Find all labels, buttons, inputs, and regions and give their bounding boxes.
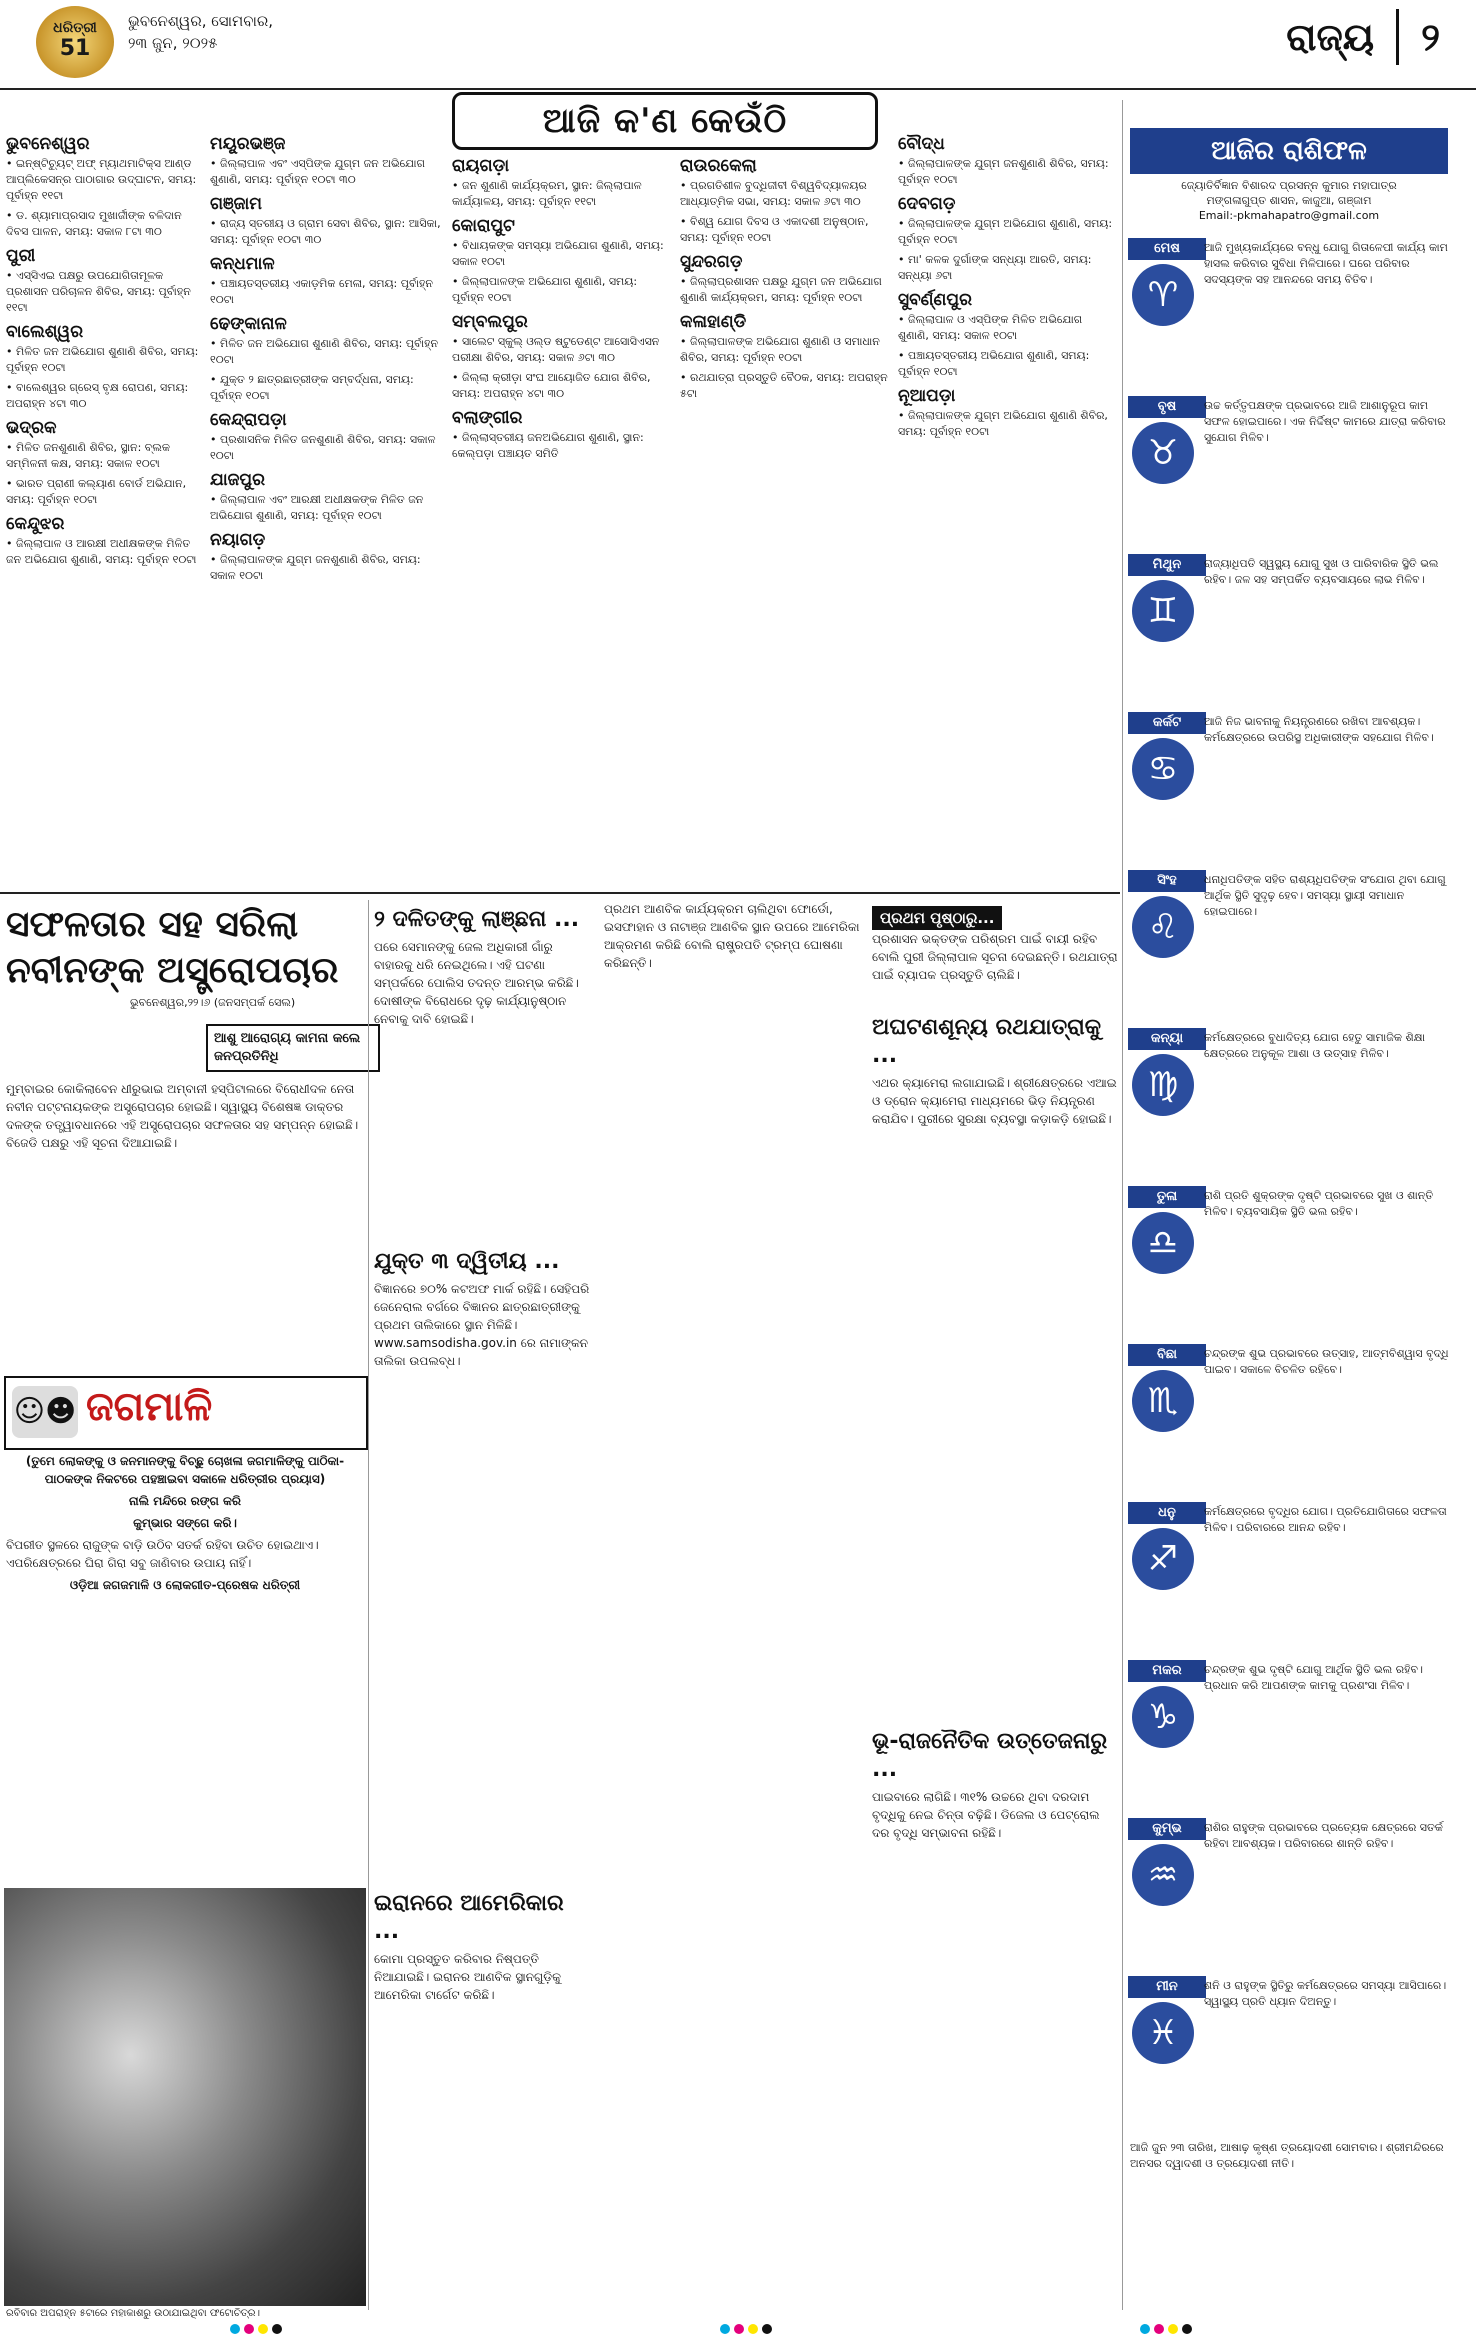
rashifal-title: ଆଜିର ରାଶିଫଳ: [1130, 128, 1448, 174]
zodiac-forecast: ରାଶି ପ୍ରତି ଶୁକ୍ରଙ୍କ ଦୃଷ୍ଟି ପ୍ରଭାବରେ ସୁଖ ଓ ଶାନ୍ତି ମିଳିବ। ବ୍ୟବସାୟିକ ସ୍ଥିତି ଭଲ ରହିବ।: [1204, 1189, 1434, 1218]
event-item: • ମିଳିତ ଜନଶୁଣାଣି ଶିବିର, ସ୍ଥାନ: ବ୍ଲକ ସମ୍ମିଳନୀ କକ୍ଷ, ସମୟ: ସକାଳ ୧୦ଟା: [6, 441, 171, 470]
lead-headline: ସଫଳତାର ସହ ସରିଲା ନବୀନଙ୍କ ଅସ୍ତ୍ରୋପଚାର: [6, 904, 339, 991]
newspaper-logo: [36, 6, 114, 78]
events-column-5: [898, 128, 1116, 888]
story-column-b: [604, 900, 864, 2310]
astrologer-name: ଜ୍ୟୋତିର୍ବିଜ୍ଞାନ ବିଶାରଦ ପ୍ରସନ୍ନ କୁମାର ମହାପାତ୍ର: [1181, 179, 1397, 192]
zodiac-name: ମୀନ: [1128, 1976, 1206, 1998]
event-item: • ଜିଲ୍ଲା କ୍ରୀଡ଼ା ସଂଘ ଆୟୋଜିତ ଯୋଗ ଶିବିର, ସମୟ: ଅପରାହ୍ନ ୪ଟା ୩୦: [452, 371, 651, 400]
district-heading: ଢେଙ୍କାନାଳ: [210, 314, 287, 334]
zodiac-name: ବୃଷ: [1128, 396, 1206, 418]
registration-dot-icon: [272, 2324, 282, 2334]
almanac-note: ଆଜି ଜୁନ ୨୩ ତାରିଖ, ଆଷାଢ଼ କୃଷ୍ଣ ତ୍ରୟୋଦଶୀ ସୋମବାର। ଶ୍ରୀମନ୍ଦିରରେ ଅନସର ଦ୍ୱାଦଶୀ ଓ ତ୍ରୟୋଦଶୀ ନୀତି।: [1130, 2141, 1444, 2170]
zodiac-entry: [1128, 1660, 1450, 1810]
event-item: • ବିଶ୍ୱ ଯୋଗ ଦିବସ ଓ ଏକାଦଶୀ ଅନୁଷ୍ଠାନ, ସମୟ: ପୂର୍ବାହ୍ନ ୧୦ଟା: [680, 215, 869, 244]
district-heading: ବଲାଙ୍ଗୀର: [452, 408, 523, 428]
event-item: • ଜିଲ୍ଲାପାଳଙ୍କ ଯୁଗ୍ମ ଜନଶୁଣାଣି ଶିବିର, ସମୟ: ପୂର୍ବାହ୍ନ ୧୦ଟା: [898, 157, 1109, 186]
jagamali-line2: କୁମ୍ଭାର ସଙ୍ଗେ କରି।: [133, 1516, 237, 1530]
events-column-2: [210, 128, 446, 828]
event-item: • ରଥଯାତ୍ରା ପ୍ରସ୍ତୁତି ବୈଠକ, ସମୟ: ଅପରାହ୍ନ ୫ଟା: [680, 371, 888, 400]
zodiac-entry: [1128, 1028, 1450, 1178]
district-heading: ମୟୂରଭଞ୍ଜ: [210, 134, 286, 154]
registration-dot-icon: [1154, 2324, 1164, 2334]
story-geopolitics-body: ପାଇବାରେ ଲାଗିଛି। ୩୧% ଉଚ୍ଚରେ ଥିବା ଦରଦାମ ବୃଦ୍ଧିକୁ ନେଇ ଚିନ୍ତା ବଢ଼ିଛି। ଡିଜେଲ ଓ ପେଟ୍ରୋଲ ଦର ବୃଦ୍ଧି ସମ୍ଭାବନା ରହିଛି।: [872, 1790, 1100, 1840]
district-heading: ନୂଆପଡ଼ା: [898, 386, 956, 406]
registration-dot-icon: [1140, 2324, 1150, 2334]
district-heading: କଳାହାଣ୍ଡି: [680, 312, 747, 332]
zodiac-forecast: ଉଚ୍ଚ କର୍ତ୍ତୃପକ୍ଷଙ୍କ ପ୍ରଭାବରେ ଆଜି ଆଶାନୁରୂପ କାମ ସଫଳ ହୋଇପାରେ। ଏକ ନିର୍ଦ୍ଦିଷ୍ଟ କାମରେ ଯାତ୍ରା କରିବାର ସୁଯୋଗ ମିଳିବ।: [1204, 399, 1446, 444]
event-item: • ଭାରତ ପ୍ରାଣୀ କଲ୍ୟାଣ ବୋର୍ଡ ଅଭିଯାନ, ସମୟ: ପୂର୍ବାହ୍ନ ୧୦ଟା: [6, 477, 187, 506]
print-registration-marks: [0, 2320, 1476, 2339]
column-rule: [1122, 100, 1123, 2310]
zodiac-symbol-icon: ♒: [1132, 1844, 1194, 1906]
zodiac-symbol-icon: ♎: [1132, 1212, 1194, 1274]
registration-dot-icon: [258, 2324, 268, 2334]
story-rathayatra-body: ଏଥର କ୍ୟାମେରା ଲଗାଯାଇଛି। ଶ୍ରୀକ୍ଷେତ୍ରରେ ଏଆଇ ଓ ଡ୍ରୋନ କ୍ୟାମେରା ମାଧ୍ୟମରେ ଭିଡ଼ ନିୟନ୍ତ୍ରଣ କରାଯିବ। ପୁରୀରେ ସୁରକ୍ଷା ବ୍ୟବସ୍ଥା କଡ଼ାକଡ଼ି ହୋଇଛି।: [872, 1076, 1117, 1126]
zodiac-forecast: ଚନ୍ଦ୍ରଙ୍କ ଶୁଭ ପ୍ରଭାବରେ ଉତ୍ସାହ, ଆତ୍ମବିଶ୍ୱାସ ବୃଦ୍ଧି ପାଇବ। ସକାଳେ ବିଚଳିତ ରହିବେ।: [1204, 1347, 1449, 1376]
district-heading: କନ୍ଧମାଳ: [210, 254, 275, 274]
event-item: • ଜିଲ୍ଲାପାଳ ଏବଂ ଏସ୍‌ପିଙ୍କ ଯୁଗ୍ମ ଜନ ଅଭିଯୋଗ ଶୁଣାଣି, ସମୟ: ପୂର୍ବାହ୍ନ ୧୦ଟା ୩୦: [210, 157, 425, 186]
district-heading: ରାୟଗଡ଼ା: [452, 156, 510, 176]
event-item: • ମିଳିତ ଜନ ଅଭିଯୋଗ ଶୁଣାଣି ଶିବିର, ସମୟ: ପୂର୍ବାହ୍ନ ୧୦ଟା: [6, 345, 199, 374]
zodiac-forecast: ଧନାଧିପତିଙ୍କ ସହିତ ରାଶ୍ୟଧିପତିଙ୍କ ସଂଯୋଗ ଥିବା ଯୋଗୁ ଆର୍ଥିକ ସ୍ଥିତି ସୁଦୃଢ଼ ହେବ। ସମସ୍ୟା ସ୍ଥାୟୀ ସମାଧାନ ହୋଇପାରେ।: [1204, 873, 1446, 918]
story-rathayatra-title: ଅଘଟଣଶୂନ୍ୟ ରଥଯାତ୍ରାକୁ ...: [872, 1015, 1101, 1068]
registration-dot-icon: [244, 2324, 254, 2334]
zodiac-forecast: ଆଜି ନିଜ ଭାବନାକୁ ନିୟନ୍ତ୍ରଣରେ ରଖିବା ଆବଶ୍ୟକ। କର୍ମକ୍ଷେତ୍ରରେ ଉପରିସ୍ଥ ଅଧିକାରୀଙ୍କ ସହଯୋଗ ମିଳିବ।: [1204, 715, 1434, 744]
satellite-caption: ରବିବାର ଅପରାହ୍ନ ୫ଟାରେ ମହାକାଶରୁ ଉଠାଯାଇଥିବା ଫଟୋଚିତ୍ର।: [6, 2308, 261, 2319]
logo-years: 51: [59, 36, 91, 61]
event-item: • ଜିଲ୍ଲାପାଳଙ୍କ ଯୁଗ୍ମ ଅଭିଯୋଗ ଶୁଣାଣି, ସମୟ: ପୂର୍ବାହ୍ନ ୧୦ଟା: [898, 217, 1113, 246]
registration-dot-icon: [720, 2324, 730, 2334]
zodiac-symbol-icon: ♏: [1132, 1370, 1194, 1432]
astrologer-email: Email:-pkmahapatro@gmail.com: [1198, 209, 1380, 222]
district-heading: ସୁନ୍ଦରଗଡ଼: [680, 252, 743, 272]
events-column-1: [6, 128, 202, 828]
logo-brand: ଧରିତ୍ରୀ: [53, 20, 97, 36]
front-page-label: ପ୍ରଥମ ପୃଷ୍ଠାରୁ...: [872, 906, 1002, 930]
registration-dot-icon: [230, 2324, 240, 2334]
zodiac-name: ସିଂହ: [1128, 870, 1206, 892]
event-item: • ଜିଲ୍ଲାପ୍ରଶାସନ ପକ୍ଷରୁ ଯୁଗ୍ମ ଜନ ଅଭିଯୋଗ ଶୁଣାଣି କାର୍ଯ୍ୟକ୍ରମ, ସମୟ: ପୂର୍ବାହ୍ନ ୧୦ଟା: [680, 275, 882, 304]
district-heading: ଗଞ୍ଜାମ: [210, 194, 263, 214]
zodiac-entry: [1128, 1502, 1450, 1652]
jagamali-intro: (ତୁମେ ଲୋକଙ୍କୁ ଓ ଜନମାନଙ୍କୁ ବିଚ୍ଛୁ ଚୋଖଳା ଜଗମାଳିଙ୍କୁ ପାଠିକା-ପାଠକଙ୍କ ନିକଟରେ ପହଞ୍ଚାଇବା ସକାଳେ ଧରିତ୍ରୀର ପ୍ରୟାସ): [25, 1454, 345, 1486]
section-rule: [0, 892, 1120, 894]
zodiac-entry: [1128, 712, 1450, 862]
district-heading: ରାଉରକେଲା: [680, 156, 757, 176]
district-heading: କେନ୍ଦୁଝର: [6, 514, 65, 534]
zodiac-symbol-icon: ♋: [1132, 738, 1194, 800]
zodiac-forecast: ଶନି ଓ ରାହୁଙ୍କ ସ୍ଥିତିରୁ କର୍ମକ୍ଷେତ୍ରରେ ସମସ୍ୟା ଆସିପାରେ। ସ୍ୱାସ୍ଥ୍ୟ ପ୍ରତି ଧ୍ୟାନ ଦିଅନ୍ତୁ।: [1204, 1979, 1447, 2008]
dateline-place: ଭୁବନେଶ୍ୱର, ସୋମବାର,: [128, 12, 274, 30]
event-item: • ଜିଲ୍ଲାସ୍ତରୀୟ ଜନଅଭିଯୋଗ ଶୁଣାଣି, ସ୍ଥାନ: କେଲ୍‌ପଡ଼ା ପଞ୍ଚାୟତ ସମିତି: [452, 431, 644, 460]
event-item: • ଜିଲ୍ଲାପାଳଙ୍କ ଯୁଗ୍ମ ଅଭିଯୋଗ ଶୁଣାଣି ଶିବିର, ସମୟ: ପୂର୍ବାହ୍ନ ୧୦ଟା: [898, 409, 1108, 438]
district-heading: ବାଲେଶ୍ୱର: [6, 322, 84, 342]
story-iran-body: କୋମା ପ୍ରସ୍ତୁତ କରିବାର ନିଷ୍ପତ୍ତି ନିଆଯାଇଛି। ଇରାନର ଆଣବିକ ସ୍ଥାନଗୁଡ଼ିକୁ ଆମେରିକା ଟାର୍ଗେଟ କରିଛି।: [374, 1952, 562, 2002]
zodiac-symbol-icon: ♌: [1132, 896, 1194, 958]
district-heading: କୋରାପୁଟ: [452, 216, 515, 236]
district-heading: ବୌଦ୍ଧ: [898, 134, 945, 154]
cartoon-faces-icon: ☺☻: [12, 1386, 78, 1438]
masthead: [0, 0, 1476, 90]
jagamali-line1: ନାଲି ମନ୍ଦିରେ ରଙ୍ଗ କରି: [129, 1494, 241, 1508]
event-item: • ରାଜ୍ୟ ସ୍ତରୀୟ ଓ ଗ୍ରାମ ସେବା ଶିବିର, ସ୍ଥାନ: ଆସିକା, ସମୟ: ପୂର୍ବାହ୍ନ ୧୦ଟା ୩୦: [210, 217, 441, 246]
event-item: • ମିଳିତ ଜନ ଅଭିଯୋଗ ଶୁଣାଣି ଶିବିର, ସମୟ: ପୂର୍ବାହ୍ନ ୧୦ଟା: [210, 337, 439, 366]
zodiac-forecast: ରାଜ୍ୟାଧିପତି ସ୍ୱସ୍ଥ୍ୟ ଯୋଗୁ ସୁଖ ଓ ପାରିବାରିକ ସ୍ଥିତି ଭଲ ରହିବ। ଜଳ ସହ ସମ୍ପର୍କିତ ବ୍ୟବସାୟରେ ଲାଭ ମିଳିବ।: [1204, 557, 1439, 586]
event-item: • ଜିଲ୍ଲାପାଳଙ୍କ ଅଭିଯୋଗ ଶୁଣାଣି ଓ ସମାଧାନ ଶିବିର, ସମୟ: ପୂର୍ବାହ୍ନ ୧୦ଟା: [680, 335, 880, 364]
zodiac-symbol-icon: ♓: [1132, 2002, 1194, 2064]
story-geopolitics-title: ଭୂ-ରାଜନୈତିକ ଉତ୍ତେଜନାରୁ ...: [872, 1729, 1108, 1782]
dateline-date: ୨୩ ଜୁନ, ୨୦୨୫: [128, 34, 218, 52]
column-rule: [368, 900, 369, 2310]
dateline: [128, 10, 273, 54]
district-heading: ନୟାଗଡ଼: [210, 530, 266, 550]
zodiac-forecast: ରାଶିର ରାହୁଙ୍କ ପ୍ରଭାବରେ ପ୍ରତ୍ୟେକ କ୍ଷେତ୍ରରେ ସତର୍କ ରହିବା ଆବଶ୍ୟକ। ପରିବାରରେ ଶାନ୍ତି ରହିବ।: [1204, 1821, 1443, 1850]
section-divider: [1396, 9, 1399, 65]
story-dalit-title: ୨ ଦଳିତଙ୍କୁ ଲାଞ୍ଛନା ...: [374, 907, 580, 932]
jagamali-header: [4, 1376, 368, 1450]
zodiac-symbol-icon: ♑: [1132, 1686, 1194, 1748]
zodiac-forecast: ଆଜି ମୁଖ୍ୟକାର୍ଯ୍ୟରେ ବନ୍ଧୁ ଯୋଗୁ ଗିତାଳେପୀ କାର୍ଯ୍ୟ କାମ ହାସଲ କରିବାର ସୁବିଧା ମିଳିପାରେ। ଘରେ ପରିବାର ସଦସ୍ୟଙ୍କ ସହ ଆନନ୍ଦରେ ସମୟ ବିତିବ।: [1204, 241, 1448, 286]
zodiac-forecast: ଚନ୍ଦ୍ରଙ୍କ ଶୁଭ ଦୃଷ୍ଟି ଯୋଗୁ ଆର୍ଥିକ ସ୍ଥିତି ଭଲ ରହିବ। ପ୍ରଧାନ କରି ଆପଣଙ୍କ କାମକୁ ପ୍ରଶଂସା ମିଳିବ।: [1204, 1663, 1423, 1692]
event-item: • ବାଲେଶ୍ୱର ଗ୍ରେସ୍ ବୃକ୍ଷ ରୋପଣ, ସମୟ: ଅପରାହ୍ନ ୪ଟା ୩୦: [6, 381, 189, 410]
district-heading: ଭୁବନେଶ୍ୱର: [6, 134, 90, 154]
district-heading: ଦେବଗଡ଼: [898, 194, 956, 214]
events-banner: ଆଜି କ'ଣ କେଉଁଠି: [452, 92, 878, 150]
event-item: • ଡ. ଶ୍ୟାମାପ୍ରସାଦ ମୁଖାର୍ଜୀଙ୍କ ବଳିଦାନ ଦିବସ ପାଳନ, ସମୟ: ସକାଳ ୮ଟା ୩୦: [6, 209, 182, 238]
zodiac-name: ମେଷ: [1128, 238, 1206, 260]
district-heading: ସୁବର୍ଣ୍ଣପୁର: [898, 290, 972, 310]
registration-dot-icon: [734, 2324, 744, 2334]
astrologer-address: ମଙ୍ଗଳାଗୁପ୍ତ ଶାସନ, କାଜୁଆ, ଗଞ୍ଜାମ: [1206, 194, 1372, 207]
section-name: ରାଜ୍ୟ: [1286, 14, 1375, 59]
events-column-4: [680, 150, 892, 878]
event-item: • ମା' କଳକ ଦୁର୍ଗାଙ୍କ ସନ୍ଧ୍ୟା ଆରତି, ସମୟ: ସନ୍ଧ୍ୟା ୬ଟା: [898, 253, 1092, 282]
zodiac-entry: [1128, 238, 1450, 388]
story-iran-title: ଇରାନରେ ଆମେରିକାର ...: [374, 1891, 564, 1944]
story-column-a: [374, 900, 594, 2310]
jagamali-title: ଜଗମାଳି: [86, 1384, 213, 1430]
story-column-c: [872, 906, 1118, 2310]
jagamali-content: [6, 1452, 364, 1872]
zodiac-symbol-icon: ♊: [1132, 580, 1194, 642]
zodiac-name: ମିଥୁନ: [1128, 554, 1206, 576]
satellite-weather-image: [4, 1888, 366, 2306]
district-heading: କେନ୍ଦ୍ରାପଡ଼ା: [210, 410, 287, 430]
event-item: • ଜିଲ୍ଲାପାଳଙ୍କ ଅଭିଯୋଗ ଶୁଣାଣି, ସମୟ: ପୂର୍ବାହ୍ନ ୧୦ଟା: [452, 275, 638, 304]
event-item: • ପ୍ରଗତିଶୀଳ ବୁଦ୍ଧିଜୀବୀ ବିଶ୍ୱବିଦ୍ୟାଳୟର ଆଧ୍ୟାତ୍ମିକ ସଭା, ସମୟ: ସକାଳ ୬ଟା ୩୦: [680, 179, 867, 208]
district-heading: ସମ୍ବଲପୁର: [452, 312, 528, 332]
event-item: • ଜିଲ୍ଲାପାଳ ଓ ଏସ୍‌ପିଙ୍କ ମିଳିତ ଅଭିଯୋଗ ଶୁଣାଣି, ସମୟ: ସକାଳ ୧୦ଟା: [898, 313, 1083, 342]
event-item: • ପଞ୍ଚାୟତସ୍ତରୀୟ ଅଭିଯୋଗ ଶୁଣାଣି, ସମୟ: ପୂର୍ବାହ୍ନ ୧୦ଟା: [898, 349, 1090, 378]
event-item: • ଜିଲ୍ଲାପାଳ ଓ ଆରକ୍ଷୀ ଅଧୀକ୍ଷକଙ୍କ ମିଳିତ ଜନ ଅଭିଯୋଗ ଶୁଣାଣି, ସମୟ: ପୂର୍ବାହ୍ନ ୧୦ଟା: [6, 537, 197, 566]
jagamali-credit: ଓଡ଼ିଆ ଜଗଜମାଳି ଓ ଲୋକଗୀତ-ପ୍ରେଷକ ଧରିତ୍ରୀ: [69, 1578, 301, 1592]
lead-sidebar: ଆଶୁ ଆରୋଗ୍ୟ କାମନା କଲେ ଜନପ୍ରତିନିଧି: [206, 1024, 380, 1072]
event-item: • ଜନ ଶୁଣାଣି କାର୍ଯ୍ୟକ୍ରମ, ସ୍ଥାନ: ଜିଲ୍ଲାପାଳ କାର୍ଯ୍ୟାଳୟ, ସମୟ: ପୂର୍ବାହ୍ନ ୧୧ଟା: [452, 179, 642, 208]
district-heading: ପୁରୀ: [6, 246, 36, 266]
event-item: • ବିଧାୟକଙ୍କ ସମସ୍ୟା ଅଭିଯୋଗ ଶୁଣାଣି, ସମୟ: ସକାଳ ୧୦ଟା: [452, 239, 664, 268]
zodiac-name: ଧନୁ: [1128, 1502, 1206, 1524]
zodiac-symbol-icon: ♍: [1132, 1054, 1194, 1116]
district-heading: ଯାଜପୁର: [210, 470, 265, 490]
page-number: ୨: [1421, 14, 1440, 59]
event-item: • ଜିଲ୍ଲାପାଳ ଏବଂ ଆରକ୍ଷୀ ଅଧୀକ୍ଷକଙ୍କ ମିଳିତ ଜନ ଅଭିଯୋଗ ଶୁଣାଣି, ସମୟ: ପୂର୍ବାହ୍ନ ୧୦ଟା: [210, 493, 424, 522]
event-item: • ଏସ୍‌ସିଏଇ ପକ୍ଷରୁ ଉପଯୋଗିତାମୂଳକ ପ୍ରଶାସନ ପରିଚାଳନ ଶିବିର, ସମୟ: ପୂର୍ବାହ୍ନ ୧୧ଟା: [6, 269, 191, 314]
story-iran-continued: ପ୍ରଥମ ଆଣବିକ କାର୍ଯ୍ୟକ୍ରମ ଚାଲିଥିବା ଫୋର୍ଡୋ, ଇସଫାହାନ ଓ ନାଟାଞ୍ଜ ଆଣବିକ ସ୍ଥାନ ଉପରେ ଆମେରିକା ଆକ୍ରମଣ କରିଛି ବୋଲି ରାଷ୍ଟ୍ରପତି ଟ୍ରମ୍ପ ଘୋଷଣା କରିଛନ୍ତି।: [604, 902, 860, 970]
event-item: • ଇନ୍‌ଷ୍ଟିଚ୍ୟୁଟ୍ ଅଫ୍ ମ୍ୟାଥମାଟିକ୍ସ ଆଣ୍ଡ ଆପ୍ଲିକେସନ୍‌ର ପାଠାଗାର ଉଦ୍‌ଘାଟନ, ସମୟ: ପୂର୍ବାହ୍ନ ୧୧ଟା: [6, 157, 197, 202]
zodiac-entry: [1128, 554, 1450, 704]
registration-dot-icon: [762, 2324, 772, 2334]
event-item: • ପଞ୍ଚାୟତସ୍ତରୀୟ ଏକାଡ଼ମିକ ମେଳା, ସମୟ: ପୂର୍ବାହ୍ନ ୧୦ଟା: [210, 277, 433, 306]
zodiac-name: କର୍କଟ: [1128, 712, 1206, 734]
zodiac-name: କୁମ୍ଭ: [1128, 1818, 1206, 1840]
zodiac-entry: [1128, 1818, 1450, 1968]
story-plus2-body: ବିଜ୍ଞାନରେ ୭୦% କଟଅଫ ମାର୍କ ରହିଛି। ସେହିପରି ଜେନେରାଲ ବର୍ଗରେ ବିଜ୍ଞାନର ଛାତ୍ରଛାତ୍ରୀଙ୍କୁ ପ୍ରଥମ ତାଲିକାରେ ସ୍ଥାନ ମିଳିଛି। www.samsodisha.gov.in ରେ ନାମାଙ୍କନ ତାଲିକା ଉପଲବ୍ଧ।: [374, 1282, 590, 1368]
events-column-3: [452, 150, 672, 878]
zodiac-forecast: କର୍ମକ୍ଷେତ୍ରରେ ବୁଧାଦିତ୍ୟ ଯୋଗ ହେତୁ ସାମାଜିକ ଶିକ୍ଷା କ୍ଷେତ୍ରରେ ଅନୁକୂଳ ଆଶା ଓ ଉତ୍ସାହ ମିଳିବ।: [1204, 1031, 1426, 1060]
zodiac-entry: [1128, 396, 1450, 546]
lead-body: ମୁମ୍ବାଇର କୋକିଲାବେନ ଧୀରୁଭାଇ ଅମ୍ବାନୀ ହସ୍ପିଟାଲରେ ବିରୋଧୀଦଳ ନେତା ନବୀନ ପଟ୍ଟନାୟକଙ୍କ ଅସ୍ତ୍ରୋପଚାର ହୋଇଛି। ସ୍ୱାସ୍ଥ୍ୟ ବିଶେଷଜ୍ଞ ଡାକ୍ତର ଦଳଙ୍କ ତତ୍ତ୍ୱାବଧାନରେ ଏହି ଅସ୍ତ୍ରୋପଚାର ସଫଳତାର ସହ ସମ୍ପନ୍ନ ହୋଇଛି। ବିଜେଡି ପକ୍ଷରୁ ଏହି ସୂଚନା ଦିଆଯାଇଛି।: [6, 1082, 359, 1150]
lead-dateline: ଭୁବନେଶ୍ୱର,୨୨।୬ (ଜନସମ୍ପର୍କ ସେଲ): [130, 996, 296, 1009]
district-heading: ଭଦ୍ରକ: [6, 418, 57, 438]
event-item: • ସାଲେଟ ସ୍କୁଲ୍ ଓଲ୍ଡ ଷ୍ଟୁଡେଣ୍ଟ ଆସୋସିଏସନ ପରୀକ୍ଷା ଶିବିର, ସମୟ: ସକାଳ ୬ଟା ୩୦: [452, 335, 660, 364]
zodiac-name: କନ୍ୟା: [1128, 1028, 1206, 1050]
zodiac-entry: [1128, 870, 1450, 1020]
zodiac-symbol-icon: ♉: [1132, 422, 1194, 484]
front-page-body: ପ୍ରଶାସନ ଭକ୍ତଙ୍କ ପରିଶ୍ରମ ପାଇଁ ବାୟୀ ରହିବ ବୋଲି ପୁରୀ ଜିଲ୍ଲାପାଳ ସୂଚନା ଦେଇଛନ୍ତି। ରଥଯାତ୍ରା ପାଇଁ ବ୍ୟାପକ ପ୍ରସ୍ତୁତି ଚାଲିଛି।: [872, 932, 1118, 982]
event-item: • ପ୍ରଶାସନିକ ମିଳିତ ଜନଶୁଣାଣି ଶିବିର, ସମୟ: ସକାଳ ୧୦ଟା: [210, 433, 436, 462]
zodiac-symbol-icon: ♈: [1132, 264, 1194, 326]
event-item: • ଯୁକ୍ତ ୨ ଛାତ୍ରଛାତ୍ରୀଙ୍କ ସମ୍ବର୍ଦ୍ଧନା, ସମୟ: ପୂର୍ବାହ୍ନ ୧୦ଟା: [210, 373, 414, 402]
zodiac-symbol-icon: ♐: [1132, 1528, 1194, 1590]
zodiac-name: ତୁଳା: [1128, 1186, 1206, 1208]
registration-dot-icon: [1182, 2324, 1192, 2334]
zodiac-entry: [1128, 1976, 1450, 2126]
zodiac-entry: [1128, 1186, 1450, 1336]
story-plus2-title: ଯୁକ୍ତ ୩ ଦ୍ୱିତୀୟ ...: [374, 1249, 560, 1274]
zodiac-forecast: କର୍ମକ୍ଷେତ୍ରରେ ବୃଦ୍ଧିର ଯୋଗ। ପ୍ରତିଯୋଗିତାରେ ସଫଳତା ମିଳିବ। ପରିବାରରେ ଆନନ୍ଦ ରହିବ।: [1204, 1505, 1447, 1534]
zodiac-entry: [1128, 1344, 1450, 1494]
registration-dot-icon: [1168, 2324, 1178, 2334]
jagamali-body: ବିପରୀତ ସ୍ଥଳରେ ରାଜୁଙ୍କ ବାଡ଼ି ଉଠିବ ସତର୍କ ରହିବା ଉଚିତ ହୋଇଥାଏ। ଏପରିକ୍ଷେତ୍ରରେ ଘିରା ଗିରା ସବୁ ଜାଣିବାର ଉପାୟ ନାହିଁ।: [6, 1538, 319, 1570]
rashifal-byline: [1130, 178, 1448, 223]
section-header: [1286, 6, 1440, 68]
zodiac-name: ବିଛା: [1128, 1344, 1206, 1366]
event-item: • ଜିଲ୍ଲାପାଳଙ୍କ ଯୁଗ୍ମ ଜନଶୁଣାଣି ଶିବିର, ସମୟ: ସକାଳ ୧୦ଟା: [210, 553, 421, 582]
story-dalit-body: ପରେ ସେମାନଙ୍କୁ ଜେଲ ଅଧିକାରୀ ଗାଁରୁ ବାହାରକୁ ଧରି ନେଇଥିଲେ। ଏହି ଘଟଣା ସମ୍ପର୍କରେ ପୋଲିସ ତଦନ୍ତ ଆରମ୍ଭ କରିଛି। ଦୋଷୀଙ୍କ ବିରୋଧରେ ଦୃଢ଼ କାର୍ଯ୍ୟାନୁଷ୍ଠାନ ନେବାକୁ ଦାବି ହୋଇଛି।: [374, 940, 579, 1026]
zodiac-name: ମକର: [1128, 1660, 1206, 1682]
registration-dot-icon: [748, 2324, 758, 2334]
